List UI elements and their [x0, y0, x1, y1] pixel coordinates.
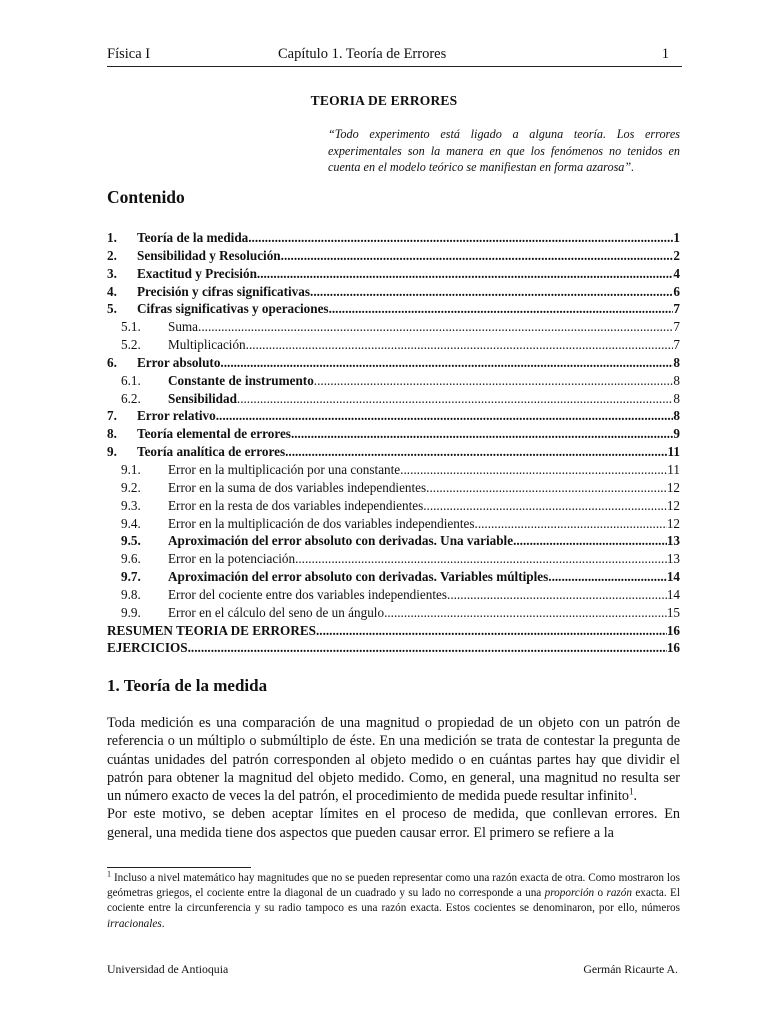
toc-entry-label: Aproximación del error absoluto con derivadas. Una variable.	[168, 533, 517, 549]
footnote-separator	[107, 867, 251, 868]
toc-entry-label: Error del cociente entre dos variables independientes	[168, 586, 448, 602]
toc-entry[interactable]	[107, 300, 680, 318]
toc-entry-label: Error en la resta de dos variables independientes	[168, 497, 424, 513]
toc-dot-leader	[220, 354, 673, 372]
toc-entry-page: 11	[667, 461, 680, 477]
toc-entry-label: Teoría de la medida	[137, 230, 249, 245]
toc-dot-leader	[426, 479, 667, 497]
toc-entry-label: Aproximación del error absoluto con derivadas. Variables múltiples	[168, 569, 549, 585]
toc-dot-leader	[329, 300, 674, 318]
toc-entry-page: 14	[666, 586, 680, 602]
toc-entry-label: Suma	[168, 319, 199, 335]
toc-entry-number: 9.	[107, 444, 117, 460]
toc-entry-page: 11	[667, 444, 680, 460]
footnote-italic: proporción	[544, 887, 595, 900]
toc-entry-number: 5.1.	[121, 319, 141, 335]
toc-entry-number: 9.8.	[121, 586, 141, 602]
toc-entry-number: 4.	[107, 283, 117, 299]
toc-entry-page: 8	[673, 372, 680, 388]
toc-dot-leader	[516, 532, 666, 550]
toc-entry-label: Error en la suma de dos variables independientes	[168, 479, 427, 495]
toc-entry-label: Error en la potenciación	[168, 551, 296, 567]
toc-entry-label: Error en la multiplicación de dos variables independientes	[168, 515, 475, 531]
toc-entry[interactable]	[107, 515, 680, 533]
toc-entry-page: 8	[673, 390, 680, 406]
table-of-contents	[107, 229, 680, 657]
toc-entry[interactable]	[107, 265, 680, 283]
toc-dot-leader	[310, 283, 673, 301]
toc-dot-leader	[248, 229, 673, 247]
toc-entry-page: 8	[673, 354, 680, 370]
page-header	[107, 46, 682, 67]
toc-entry-number: 7.	[107, 408, 117, 424]
toc-entry-page: 7	[673, 319, 680, 335]
document-title: TEORIA DE ERRORES	[310, 93, 458, 108]
toc-entry-page: 7	[673, 337, 680, 353]
toc-dot-leader	[198, 318, 673, 336]
footnote-text: Incluso a nivel matemático hay magnitudes que no se pueden representar como una razón exacta de otra. Como mostraron los geómetras griegos, el cociente entre la diagonal de un cuadrado y su lado no corresponde a una	[107, 872, 680, 900]
toc-dot-leader	[285, 443, 667, 461]
toc-dot-leader	[295, 550, 667, 568]
toc-dot-leader	[188, 639, 667, 657]
toc-entry[interactable]	[107, 372, 680, 390]
toc-dot-leader	[475, 515, 667, 533]
toc-entry-number: 9.2.	[121, 479, 141, 495]
footnote-text: o	[594, 887, 607, 900]
toc-entry[interactable]	[107, 283, 680, 301]
toc-dot-leader	[216, 407, 674, 425]
toc-entry-label: Multiplicación	[168, 337, 246, 353]
toc-entry-page: 12	[666, 497, 680, 513]
toc-entry[interactable]	[107, 461, 680, 479]
toc-entry-number: 1.	[107, 230, 117, 245]
toc-entry-label: Error en la multiplicación por una constante	[168, 461, 401, 477]
toc-entry-label: Sensibilidad	[168, 390, 237, 406]
toc-entry-page: 9	[673, 426, 680, 442]
contents-heading: Contenido	[107, 187, 185, 207]
footnote-text: .	[161, 917, 165, 930]
footnote-text: exacta. El cociente entre la circunferencia y su radio tampoco es una razón exacta. Estos cocientes se denominaron, por ello, números	[107, 887, 680, 915]
toc-entry-page: 7	[673, 301, 680, 317]
toc-dot-leader	[291, 425, 673, 443]
toc-dot-leader	[281, 247, 674, 265]
toc-entry[interactable]	[107, 336, 680, 354]
section-heading: 1. Teoría de la medida	[107, 676, 268, 695]
toc-entry-label: Sensibilidad y Resolución	[137, 247, 281, 263]
toc-entry-page: 14	[666, 569, 680, 585]
toc-entry-number: 9.6.	[121, 551, 141, 567]
paragraph	[107, 714, 680, 805]
toc-entry-page: 2	[673, 247, 680, 263]
toc-entry[interactable]	[107, 604, 680, 622]
toc-entry-number: 3.	[107, 265, 117, 281]
toc-entry-page: 1	[673, 230, 680, 245]
toc-entry[interactable]	[107, 425, 680, 443]
toc-dot-leader	[400, 461, 667, 479]
toc-entry-number: 2.	[107, 247, 117, 263]
toc-entry-number: 9.7.	[121, 569, 141, 585]
toc-entry-number: 6.1.	[121, 372, 141, 388]
toc-dot-leader	[548, 568, 667, 586]
toc-entry[interactable]	[107, 407, 680, 425]
footnote-mark: 1	[107, 869, 111, 879]
toc-entry[interactable]	[107, 479, 680, 497]
toc-entry-label: Exactitud y Precisión	[137, 265, 257, 281]
footer-author: Germán Ricaurte A.	[583, 962, 678, 976]
toc-dot-leader	[257, 265, 674, 283]
toc-entry-number: 9.9.	[121, 604, 141, 620]
toc-entry-number: 9.4.	[121, 515, 141, 531]
toc-entry-page: 6	[673, 283, 680, 299]
toc-entry[interactable]	[107, 354, 680, 372]
toc-entry-number: 5.2.	[121, 337, 141, 353]
toc-entry-number: 5.	[107, 301, 117, 317]
toc-entry-number: 9.5.	[121, 533, 141, 549]
toc-entry-page: 13	[666, 551, 680, 567]
body-text	[107, 714, 680, 842]
paragraph-text: Toda medición es una comparación de una magnitud o propiedad de un objeto con un patrón de referencia o un múltiplo o submúltiplo de éste. En una medición se trata de contestar la pregunta de cuántas unidades del patrón corresponden al objeto medido o en cuántas partes hay que dividir el patrón para obtener la magnitud del objeto medido. Como, en general, una magnitud no resulta ser un número exacto de veces la del patrón, el procedimiento de medida puede resultar infinito	[107, 715, 680, 805]
toc-entry[interactable]	[107, 550, 680, 568]
toc-entry-page: 12	[666, 515, 680, 531]
footer-university: Universidad de Antioquia	[107, 962, 229, 976]
toc-entry-label: Precisión y cifras significativas	[137, 283, 311, 299]
toc-entry-label: Error absoluto	[137, 354, 221, 370]
toc-entry[interactable]	[107, 390, 680, 408]
toc-entry-page: 16	[666, 640, 680, 656]
toc-entry[interactable]	[107, 639, 680, 657]
footnote	[107, 871, 680, 932]
header-course: Física I	[107, 46, 151, 62]
toc-entry-page: 8	[673, 408, 680, 424]
toc-entry-label: Cifras significativas y operaciones	[137, 301, 329, 317]
header-page-number: 1	[661, 46, 669, 62]
paragraph-text-end: .	[633, 788, 638, 805]
header-chapter: Capítulo 1. Teoría de Errores	[278, 46, 447, 62]
toc-entry-number: 9.1.	[121, 461, 141, 477]
toc-entry-label: Teoría analítica de errores	[137, 444, 286, 460]
toc-dot-leader	[246, 336, 674, 354]
toc-entry-page: 13	[666, 533, 680, 549]
toc-entry[interactable]	[107, 247, 680, 265]
toc-dot-leader	[237, 390, 674, 408]
footnote-italic: irracionales	[107, 917, 162, 930]
toc-entry-label: Constante de instrumento	[168, 372, 314, 388]
toc-entry[interactable]	[107, 586, 680, 604]
toc-entry-label: RESUMEN TEORIA DE ERRORES	[107, 622, 316, 638]
toc-entry-number: 6.	[107, 354, 117, 370]
toc-entry-page: 4	[673, 265, 680, 281]
epigraph-quote: “Todo experimento está ligado a alguna teoría. Los errores experimentales son la manera en que los fenómenos no tenidos en cuenta en el modelo teórico se manifiestan en forma azarosa”.	[328, 127, 680, 174]
toc-dot-leader	[384, 604, 667, 622]
toc-entry[interactable]	[107, 532, 680, 550]
toc-dot-leader	[447, 586, 667, 604]
toc-dot-leader	[316, 622, 667, 640]
footnote-italic: razón	[606, 887, 632, 900]
toc-entry-page: 16	[666, 622, 680, 638]
paragraph: Por este motivo, se deben aceptar límites en el proceso de medida, que conllevan errores. En general, una medida tiene dos aspectos que pueden causar error. El primero se refiere a la	[107, 806, 680, 841]
toc-entry-label: Error en el cálculo del seno de un ángulo	[168, 604, 385, 620]
toc-entry-label: EJERCICIOS	[107, 640, 188, 656]
toc-entry[interactable]	[107, 568, 680, 586]
toc-entry[interactable]	[107, 622, 680, 640]
toc-entry[interactable]	[107, 318, 680, 336]
toc-entry-number: 6.2.	[121, 390, 141, 406]
toc-entry-label: Error relativo	[137, 408, 216, 424]
toc-entry-number: 9.3.	[121, 497, 141, 513]
toc-entry[interactable]	[107, 443, 680, 461]
toc-entry[interactable]	[107, 229, 680, 247]
toc-dot-leader	[423, 497, 667, 515]
toc-entry[interactable]	[107, 497, 680, 515]
toc-entry-number: 8.	[107, 426, 117, 442]
toc-entry-label: Teoría elemental de errores	[137, 426, 291, 442]
toc-dot-leader	[314, 372, 674, 390]
footnote-reference[interactable]: 1	[629, 786, 634, 797]
toc-entry-page: 12	[666, 479, 680, 495]
toc-entry-page: 15	[666, 604, 680, 620]
